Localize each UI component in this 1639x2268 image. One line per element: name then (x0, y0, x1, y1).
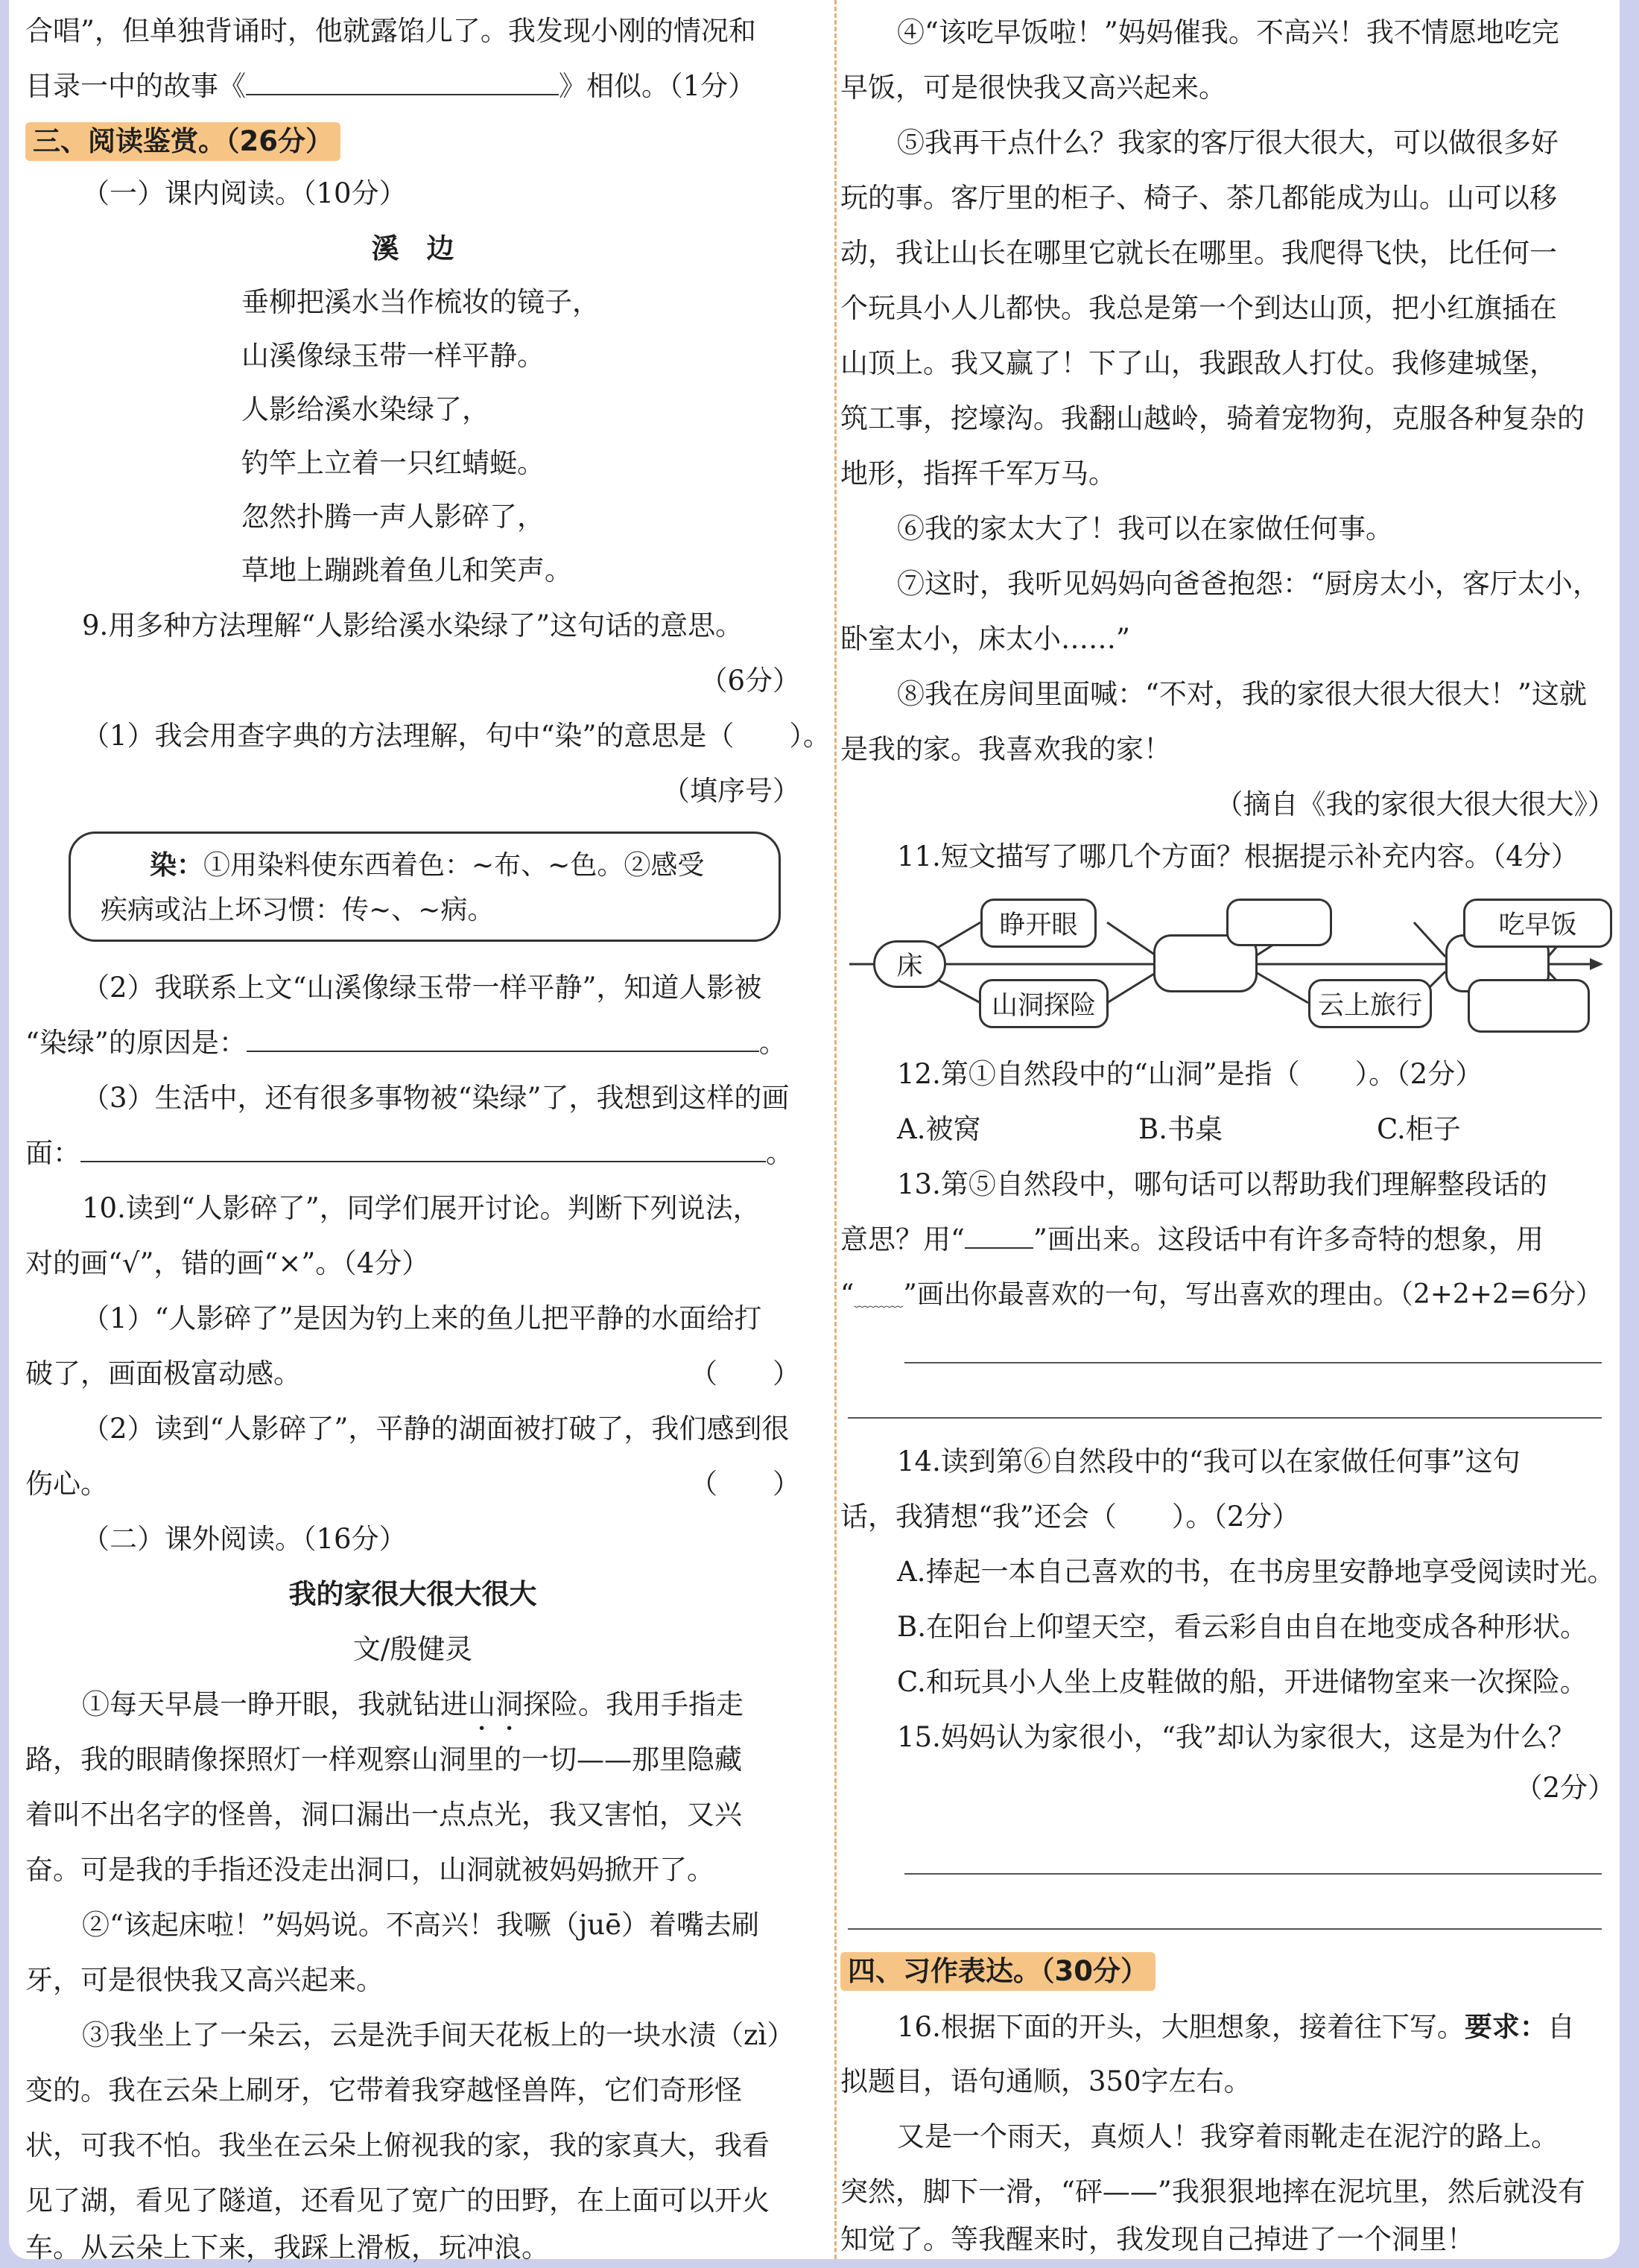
q10-2-text: （2）读到“人影碎了”，平静的湖面被打破了，我们感到很 (82, 1413, 790, 1445)
diagram-start-bed: 床 (873, 940, 946, 988)
story-line: 玩的事。客厅里的柜子、椅子、茶几都能成为山。山可以移 (840, 182, 1557, 214)
text: 》相似。（1分） (559, 70, 756, 102)
part-2-heading: （二）课外阅读。（16分） (82, 1523, 407, 1555)
q9-text: 9.用多种方法理解“人影给溪水染绿了”这句话的意思。 (82, 609, 744, 642)
text: 意思？用“ (840, 1223, 965, 1255)
story-line: ③我坐上了一朵云，云是洗手间天花板上的一块水渍（zì） (82, 2019, 795, 2051)
q13-text: 13.第⑤自然段中，哪句话可以帮助我们理解整段话的 (897, 1168, 1547, 1200)
story-title: 我的家很大很大很大 (288, 1578, 537, 1610)
q15-text: 15.妈妈认为家很小，“我”却认为家很大，这是为什么？ (897, 1721, 1576, 1753)
story-line: 个玩具小人儿都快。我总是第一个到达山顶，把小红旗插在 (840, 292, 1557, 324)
q12-option-b[interactable]: B.书桌 (1138, 1113, 1223, 1145)
q10-1-text: （1）“人影碎了”是因为钓上来的鱼儿把平静的水面给打 (82, 1302, 762, 1334)
q12-text: 12.第①自然段中的“山洞”是指（ ）。（2分） (897, 1058, 1483, 1090)
q12-options (840, 1106, 1615, 1153)
text: 面： (25, 1137, 80, 1169)
story-line: 早饭，可是很快我又高兴起来。 (840, 72, 1226, 104)
poem-line: 忽然扑腾一声人影碎了， (241, 501, 545, 533)
q9-1-note: （填序号） (662, 775, 800, 807)
text: 。 (766, 1137, 793, 1169)
answer-line[interactable] (848, 1928, 1602, 1930)
q14-option-c[interactable]: C.和玩具小人坐上皮鞋做的船，开进储物室来一次探险。 (897, 1666, 1588, 1698)
text: 16.根据下面的开头，大胆想象，接着往下写。 (897, 2011, 1465, 2043)
story-line: ⑥我的家太大了！我可以在家做任何事。 (897, 513, 1393, 545)
column-divider (834, 0, 837, 2259)
answer-blank[interactable] (246, 64, 559, 95)
q11-text: 11.短文描写了哪几个方面？根据提示补充内容。（4分） (897, 840, 1579, 872)
answer-blank[interactable] (80, 1131, 766, 1162)
diagram-box-breakfast: 吃早饭 (1463, 899, 1612, 948)
connector (1107, 922, 1158, 957)
diagram-box-cloud-trip: 云上旅行 (1308, 979, 1432, 1028)
writing-prompt-line: 又是一个雨天，真烦人！我穿着雨靴走在泥泞的路上。 (897, 2120, 1559, 2153)
q8-line (25, 63, 800, 110)
story-line: ⑤我再干点什么？我家的客厅很大很大，可以做很多好 (897, 127, 1559, 159)
story-line: 筑工事，挖壕沟。我翻山越岭，骑着宠物狗，克服各种复杂的 (840, 402, 1585, 434)
answer-blank[interactable] (247, 1021, 759, 1052)
dict-meaning: ①用染料使东西着色：~布、~色。②感受 (203, 850, 705, 881)
story-line: 着叫不出名字的怪兽，洞口漏出一点点光，我又害怕，又兴 (25, 1799, 742, 1831)
text: 破了，画面极富动感。 (25, 1358, 301, 1390)
q12-option-c[interactable]: C.柜子 (1377, 1113, 1461, 1145)
story-line: 状，可我不怕。我坐在云朵上俯视我的家，我的家真大，我看 (25, 2129, 770, 2161)
q16-text: 拟题目，语句通顺，350字左右。 (840, 2065, 1252, 2097)
diagram-box-wake-up: 睁开眼 (980, 899, 1097, 948)
q9-3-line (25, 1130, 800, 1177)
diagram-blank-box[interactable] (1226, 899, 1332, 946)
writing-prompt-line: 突然，脚下一滑，“砰——”我狠狠地摔在泥坑里，然后就没有 (840, 2176, 1585, 2208)
text: “ (840, 1279, 855, 1310)
section-4-row (840, 1948, 1615, 1995)
text: ”画出来。这段话中有许多奇特的想象，用 (1033, 1223, 1544, 1255)
story-line: 动，我让山长在哪里它就长在哪里。我爬得飞快，比任何一 (840, 237, 1557, 269)
q14-option-b[interactable]: B.在阳台上仰望天空，看云彩自由自在地变成各种形状。 (897, 1611, 1588, 1643)
text: 自 (1547, 2011, 1575, 2043)
poem-line: 垂柳把溪水当作梳妆的镜子， (241, 286, 600, 318)
q9-1-text: （1）我会用查字典的方法理解，句中“染”的意思是（ ）。 (82, 720, 831, 752)
section-4-heading: 四、习作表达。（30分） (840, 1952, 1155, 1991)
story-line: 山顶上。我又赢了！下了山，我跟敌人打仗。我修建城堡， (840, 347, 1557, 379)
q14-option-a[interactable]: A.捧起一本自己喜欢的书，在书房里安静地享受阅读时光。 (897, 1556, 1615, 1588)
story-line: ⑦这时，我听见妈妈向爸爸抱怨：“厨房太小，客厅太小， (897, 568, 1600, 600)
q10-text: 对的画“√”，错的画“×”。（4分） (25, 1247, 430, 1279)
story-line: 卧室太小，床太小……” (840, 623, 1130, 655)
straight-underline-sample (965, 1217, 1033, 1249)
connector (1255, 972, 1308, 1003)
q10-2-line (25, 1460, 800, 1508)
diagram-box-cave-adventure: 山洞探险 (979, 979, 1109, 1028)
poem-line: 钓竿上立着一只红蜻蜓。 (241, 447, 545, 479)
timeline-arrowhead (1590, 958, 1603, 970)
diagram-blank-box[interactable] (1468, 979, 1590, 1033)
q13-line (840, 1216, 1615, 1264)
text: 探险。我用手指走 (523, 1688, 744, 1720)
poem-line: 山溪像绿玉带一样平静。 (241, 340, 545, 372)
text-line: 合唱”，但单独背诵时，他就露馅儿了。我发现小刚的情况和 (25, 15, 756, 47)
story-line: 牙，可是很快我又高兴起来。 (25, 1964, 384, 1996)
wavy-underline-sample: ﹏﹏﹏ (854, 1292, 904, 1311)
story-source: （摘自《我的家很大很大很大》） (1215, 788, 1615, 820)
requirement-label: 要求： (1464, 2010, 1547, 2043)
part-1-heading: （一）课内阅读。（10分） (82, 177, 407, 209)
dict-headword: 染： (150, 849, 204, 881)
story-line: 奋。可是我的手指还没走出洞口，山洞就被妈妈掀开了。 (25, 1854, 714, 1886)
poem-line: 人影给溪水染绿了， (241, 393, 489, 425)
emphasized-word: 山洞 (468, 1688, 523, 1720)
q9-2-text: （2）我联系上文“山溪像绿玉带一样平静”，知道人影被 (82, 972, 762, 1004)
section-3-row (25, 118, 800, 165)
answer-paren[interactable]: （ ） (690, 1468, 800, 1500)
story-line: 变的。我在云朵上刷牙，它带着我穿越怪兽阵，它们奇形怪 (25, 2074, 742, 2106)
answer-line[interactable] (904, 1362, 1602, 1363)
q15-score: （2分） (1515, 1772, 1615, 1804)
q11-flow-diagram (840, 891, 1615, 1040)
section-3-heading: 三、阅读鉴赏。（26分） (25, 122, 340, 161)
q9-2-line (25, 1019, 800, 1067)
text: “染绿”的原因是： (25, 1027, 247, 1059)
q16-line (840, 2003, 1615, 2050)
q14-text: 14.读到第⑥自然段中的“我可以在家做任何事”这句 (897, 1445, 1521, 1477)
q13-line (840, 1271, 1615, 1319)
text: ①每天早晨一睁开眼，我就钻进 (82, 1688, 468, 1720)
connector (1414, 922, 1445, 957)
text: 。 (758, 1027, 787, 1059)
q14-text: 话，我猜想“我”还会（ ）。（2分） (840, 1501, 1300, 1533)
story-line: ⑧我在房间里面喊：“不对，我的家很大很大很大！”这就 (897, 678, 1587, 710)
answer-line[interactable] (848, 1417, 1602, 1419)
connector (1107, 972, 1158, 1003)
q10-text: 10.读到“人影碎了”，同学们展开讨论。判断下列说法， (82, 1192, 761, 1224)
q10-1-line (25, 1350, 800, 1398)
q12-option-a[interactable]: A.被窝 (897, 1113, 981, 1145)
story-line: 见了湖，看见了隧道，还看见了宽广的田野，在上面可以开火 (25, 2185, 770, 2217)
story-line (25, 1681, 800, 1729)
answer-paren[interactable]: （ ） (690, 1358, 800, 1390)
story-line: 车。从云朵上下来，我踩上滑板，玩冲浪。 (25, 2231, 549, 2264)
poem-title: 溪 边 (371, 232, 454, 265)
dict-line (101, 843, 749, 888)
story-line: 路，我的眼睛像探照灯一样观察山洞里的一切——那里隐藏 (25, 1743, 742, 1776)
dictionary-box (69, 832, 781, 942)
dict-line: 疾病或沾上坏习惯：传~、~病。 (101, 895, 495, 925)
story-line: ②“该起床啦！”妈妈说。不高兴！我噘（juē）着嘴去刷 (82, 1909, 760, 1941)
story-line: ④“该吃早饭啦！”妈妈催我。不高兴！我不情愿地吃完 (897, 16, 1559, 48)
poem-line: 草地上蹦跳着鱼儿和笑声。 (241, 554, 572, 586)
text: 伤心。 (25, 1468, 108, 1500)
story-line: 是我的家。我喜欢我的家！ (840, 733, 1171, 765)
q9-score: （6分） (700, 665, 800, 697)
story-author: 文/殷健灵 (352, 1633, 473, 1665)
text: 目录一中的故事《 (25, 70, 246, 102)
text: ”画出你最喜欢的一句，写出喜欢的理由。（2+2+2=6分） (903, 1279, 1602, 1310)
q9-3-text: （3）生活中，还有很多事物被“染绿”了，我想到这样的画 (82, 1082, 790, 1114)
writing-prompt-line: 知觉了。等我醒来时，我发现自己掉进了一个洞里！ (840, 2223, 1474, 2255)
answer-line[interactable] (904, 1873, 1602, 1875)
story-line: 地形，指挥千军万马。 (840, 457, 1116, 490)
